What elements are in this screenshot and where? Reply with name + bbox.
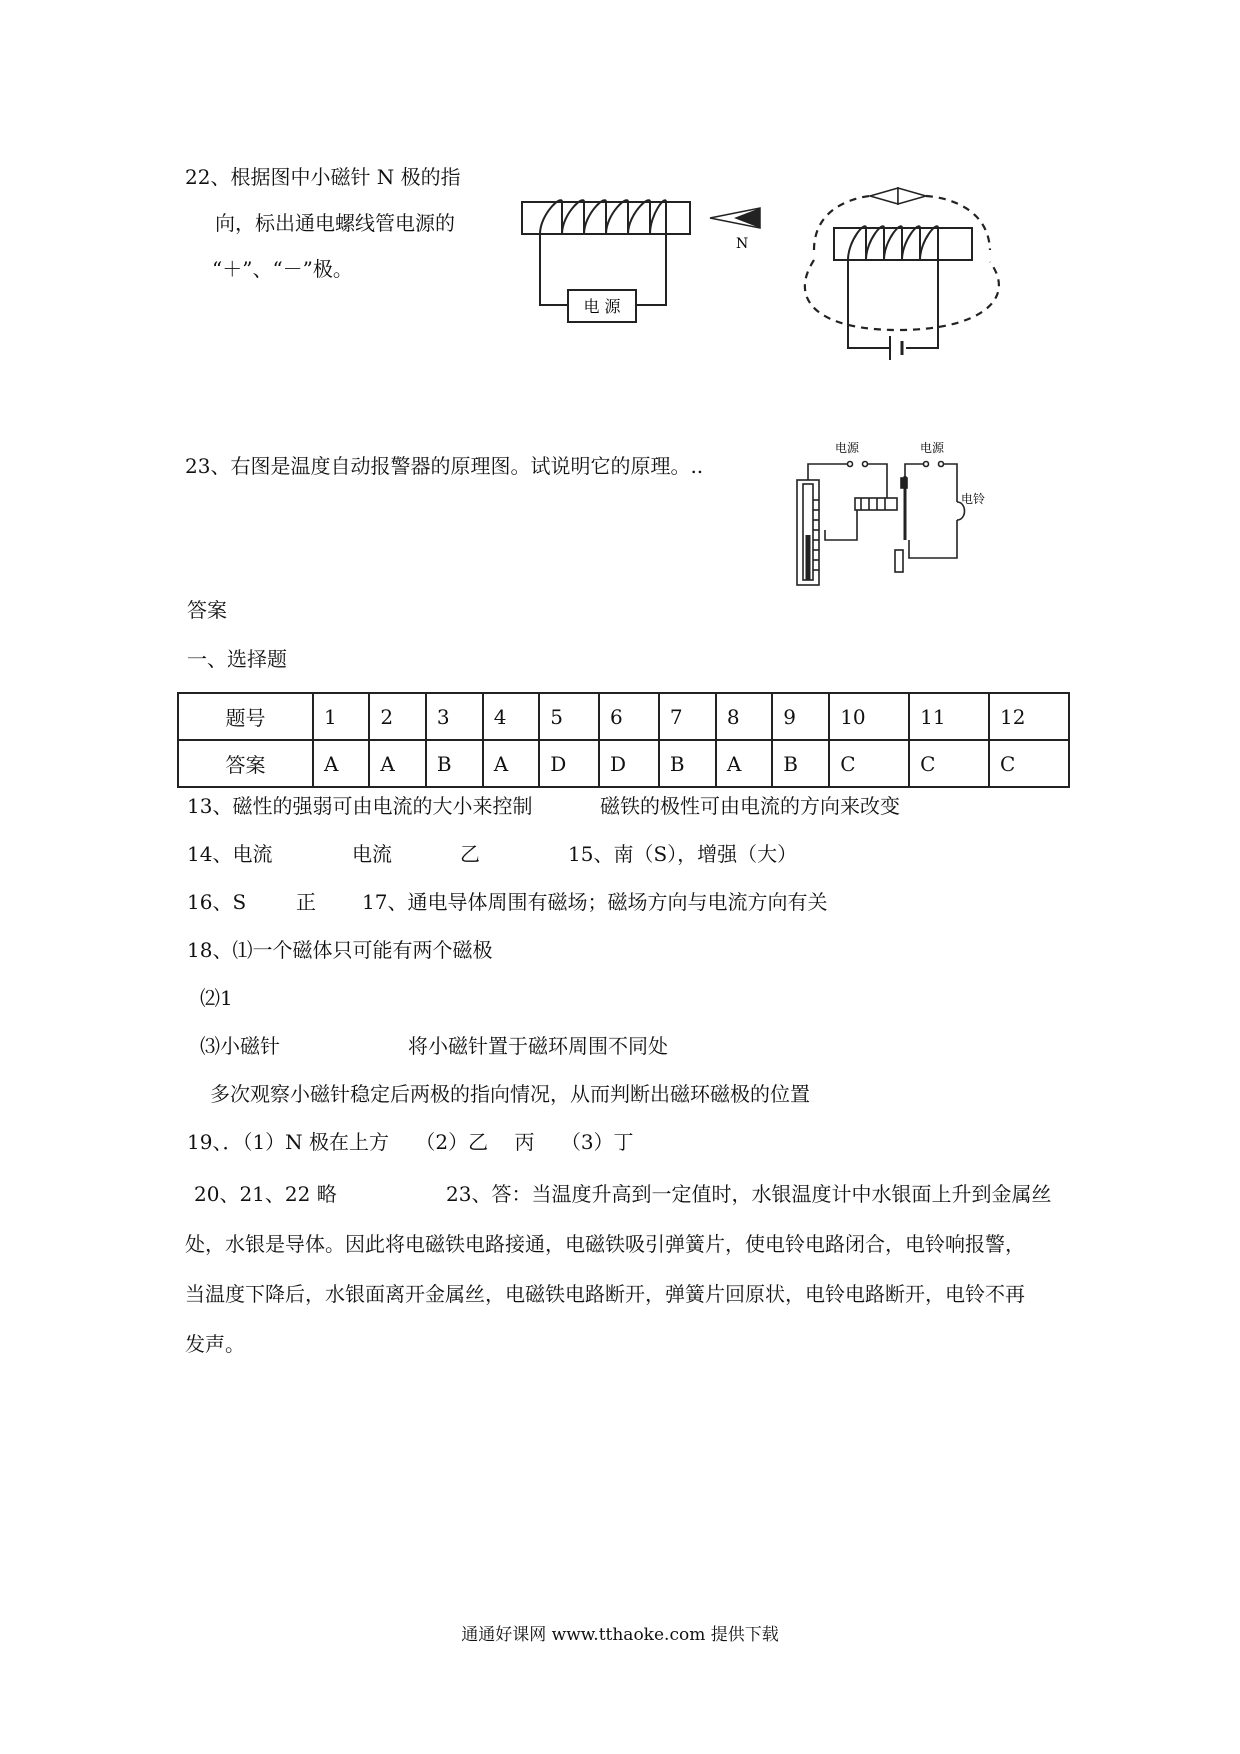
answer-23-line-4: 发声。 xyxy=(185,1332,245,1356)
answer-15: 15、南（S），增强（大） xyxy=(568,842,798,866)
temperature-alarm-diagram xyxy=(795,440,1005,590)
power-label-right: 电源 xyxy=(920,441,945,455)
coil-windings xyxy=(540,200,666,234)
table-cell: B xyxy=(659,740,716,787)
table-cell: 11 xyxy=(909,693,989,740)
page-footer: 通通好课网 www.tthaoke.com 提供下载 xyxy=(461,1625,779,1645)
table-cell: C xyxy=(989,740,1069,787)
field-lines xyxy=(805,196,999,330)
table-cell: A xyxy=(483,740,539,787)
answer-table xyxy=(177,692,1070,788)
table-cell: 5 xyxy=(539,693,599,740)
row-header-number: 题号 xyxy=(178,693,313,740)
table-cell: A xyxy=(313,740,369,787)
table-cell: 12 xyxy=(989,693,1069,740)
table-cell: 9 xyxy=(772,693,829,740)
answer-14-b: 电流 xyxy=(352,842,392,866)
answer-14-c: 乙 xyxy=(460,842,480,866)
solenoid-diagram-2 xyxy=(798,180,1028,375)
table-cell: C xyxy=(909,740,989,787)
table-cell: 2 xyxy=(369,693,425,740)
answer-20-22: 20、21、22 略 xyxy=(194,1182,337,1206)
table-cell: 6 xyxy=(599,693,659,740)
needle-top xyxy=(870,188,898,204)
table-cell: A xyxy=(716,740,772,787)
answer-18-2: ⑵1 xyxy=(200,986,233,1010)
table-cell: 1 xyxy=(313,693,369,740)
answer-18-1: 18、⑴一个磁体只可能有两个磁极 xyxy=(187,938,493,962)
answer-23-line-3: 当温度下降后，水银面离开金属丝，电磁铁电路断开，弹簧片回原状，电铃电路断开，电铃不再 xyxy=(185,1282,1025,1306)
table-cell: 8 xyxy=(716,693,772,740)
table-cell: D xyxy=(539,740,599,787)
table-cell: 3 xyxy=(426,693,483,740)
q22-line-3: “＋”、“－”极。 xyxy=(212,257,353,281)
q23-text: 23、右图是温度自动报警器的原理图。试说明它的原理。.. xyxy=(185,454,704,478)
answer-19: 19、．（1）N 极在上方 （2）乙 丙 （3）丁 xyxy=(187,1130,634,1154)
table-cell: B xyxy=(772,740,829,787)
needle-n-label: N xyxy=(736,236,749,252)
table-cell: 7 xyxy=(659,693,716,740)
answer-14-a: 14、电流 xyxy=(187,842,273,866)
answer-23-line-2: 处，水银是导体。因此将电磁铁电路接通，电磁铁吸引弹簧片，使电铃电路闭合，电铃响报警， xyxy=(185,1232,1025,1256)
answer-17: 17、通电导体周围有磁场；磁场方向与电流方向有关 xyxy=(362,890,828,914)
table-row-answers xyxy=(178,740,1069,787)
q22-line-2: 向，标出通电螺线管电源的 xyxy=(215,211,455,235)
answer-13-right: 磁铁的极性可由电流的方向来改变 xyxy=(600,794,900,818)
answer-heading: 答案 xyxy=(187,598,227,622)
table-cell: A xyxy=(369,740,425,787)
q22-line-1: 22、根据图中小磁针 N 极的指 xyxy=(185,165,461,189)
power-label-left: 电源 xyxy=(835,441,860,455)
bell-label: 电铃 xyxy=(961,492,986,506)
answer-23-first: 23、答：当温度升高到一定值时，水银温度计中水银面上升到金属丝 xyxy=(446,1182,1052,1206)
table-cell: C xyxy=(829,740,909,787)
section-1-heading: 一、选择题 xyxy=(187,647,287,671)
table-cell: 4 xyxy=(483,693,539,740)
answer-18-4: 多次观察小磁针稳定后两极的指向情况，从而判断出磁环磁极的位置 xyxy=(210,1082,810,1106)
answer-16-a: 16、S xyxy=(187,890,247,914)
answer-18-3a: ⑶小磁针 xyxy=(200,1034,280,1058)
solenoid-diagram-1 xyxy=(510,190,770,340)
answer-18-3b: 将小磁针置于磁环周围不同处 xyxy=(408,1034,668,1058)
table-row-numbers xyxy=(178,693,1069,740)
table-cell: D xyxy=(599,740,659,787)
row-header-answer: 答案 xyxy=(178,740,313,787)
table-cell: B xyxy=(426,740,483,787)
answer-13-left: 13、磁性的强弱可由电流的大小来控制 xyxy=(187,794,533,818)
power-label: 电 源 xyxy=(583,297,621,316)
spring-base xyxy=(895,550,903,572)
answer-16-b: 正 xyxy=(296,890,316,914)
table-cell: 10 xyxy=(829,693,909,740)
